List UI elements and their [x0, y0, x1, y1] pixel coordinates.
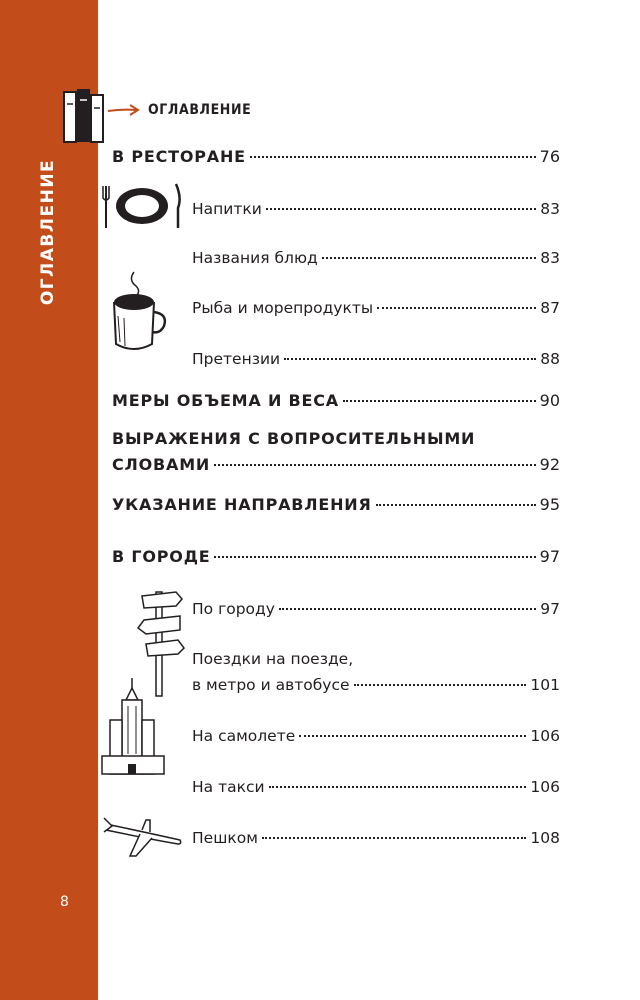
toc-label: Напитки: [192, 200, 262, 218]
toc-page: 76: [539, 147, 560, 166]
airplane-icon: [100, 810, 184, 862]
leader-dots: [354, 684, 527, 686]
toc-label: Пешком: [192, 829, 258, 847]
toc-entry-transport[interactable]: [192, 648, 560, 696]
leader-dots: [269, 786, 527, 788]
toc-label: УКАЗАНИЕ НАПРАВЛЕНИЯ: [112, 495, 372, 514]
toc-label: МЕРЫ ОБЪЕМА И ВЕСА: [112, 391, 339, 410]
toc-page: 88: [540, 350, 560, 368]
leader-dots: [262, 837, 526, 839]
toc-entry-fish[interactable]: [192, 297, 560, 319]
leader-dots: [214, 464, 536, 466]
coffee-cup-icon: [104, 268, 170, 354]
leader-dots: [284, 358, 536, 360]
toc-label: На такси: [192, 778, 265, 796]
toc-page: 83: [540, 200, 560, 218]
toc-entry-claims[interactable]: [192, 348, 560, 370]
toc-label: Претензии: [192, 350, 281, 368]
toc-entry-taxi[interactable]: [192, 776, 560, 798]
toc-entry-plane[interactable]: [192, 725, 560, 747]
books-icon: [60, 86, 108, 146]
toc-page: 87: [540, 299, 560, 317]
toc-page: 97: [539, 547, 560, 566]
toc-label: В ГОРОДЕ: [112, 547, 211, 566]
page-header: ОГЛАВЛЕНИЕ: [148, 102, 252, 118]
toc-entry-directions[interactable]: [112, 494, 560, 516]
toc-page: 106: [530, 727, 560, 745]
leader-dots: [343, 400, 536, 402]
toc-entry-measures[interactable]: [112, 390, 560, 412]
toc-entry-around[interactable]: [192, 598, 560, 620]
toc-label-line2: СЛОВАМИ: [112, 455, 211, 474]
toc-page: 92: [539, 455, 560, 474]
plate-cutlery-icon: [102, 180, 184, 232]
toc-entry-dishes[interactable]: [192, 247, 560, 269]
toc-page: 83: [540, 249, 560, 267]
toc-label-line2: в метро и автобусе: [192, 676, 350, 694]
toc-page: 106: [530, 778, 560, 796]
toc-entry-restaurant[interactable]: [112, 146, 560, 168]
toc-label: Рыба и морепродукты: [192, 299, 374, 317]
toc-label: Названия блюд: [192, 249, 318, 267]
skyscraper-icon: [100, 676, 166, 778]
toc-page: 95: [539, 495, 560, 514]
toc-label-line1: Поездки на поезде,: [192, 650, 354, 668]
toc-entry-walk[interactable]: [192, 827, 560, 849]
page-number: 8: [60, 894, 69, 910]
toc-label: На самолете: [192, 727, 296, 745]
toc-entry-drinks[interactable]: [192, 198, 560, 220]
side-band: [0, 0, 98, 1000]
toc-page: 101: [530, 676, 560, 694]
arrow-icon: [106, 102, 142, 118]
toc-page: 90: [539, 391, 560, 410]
toc-page: 97: [540, 600, 560, 618]
toc-label: По городу: [192, 600, 275, 618]
leader-dots: [279, 608, 536, 610]
toc-page: 108: [530, 829, 560, 847]
leader-dots: [376, 504, 536, 506]
leader-dots: [299, 735, 526, 737]
leader-dots: [250, 156, 536, 158]
toc-label-line1: ВЫРАЖЕНИЯ С ВОПРОСИТЕЛЬНЫМИ: [112, 429, 476, 448]
toc-entry-city[interactable]: [112, 546, 560, 568]
leader-dots: [266, 208, 536, 210]
leader-dots: [214, 556, 535, 558]
leader-dots: [322, 257, 537, 259]
leader-dots: [377, 307, 536, 309]
toc-entry-questions[interactable]: [112, 428, 560, 476]
toc-label: В РЕСТОРАНЕ: [112, 147, 246, 166]
side-title: ОГЛАВЛЕНИЕ: [38, 158, 58, 306]
